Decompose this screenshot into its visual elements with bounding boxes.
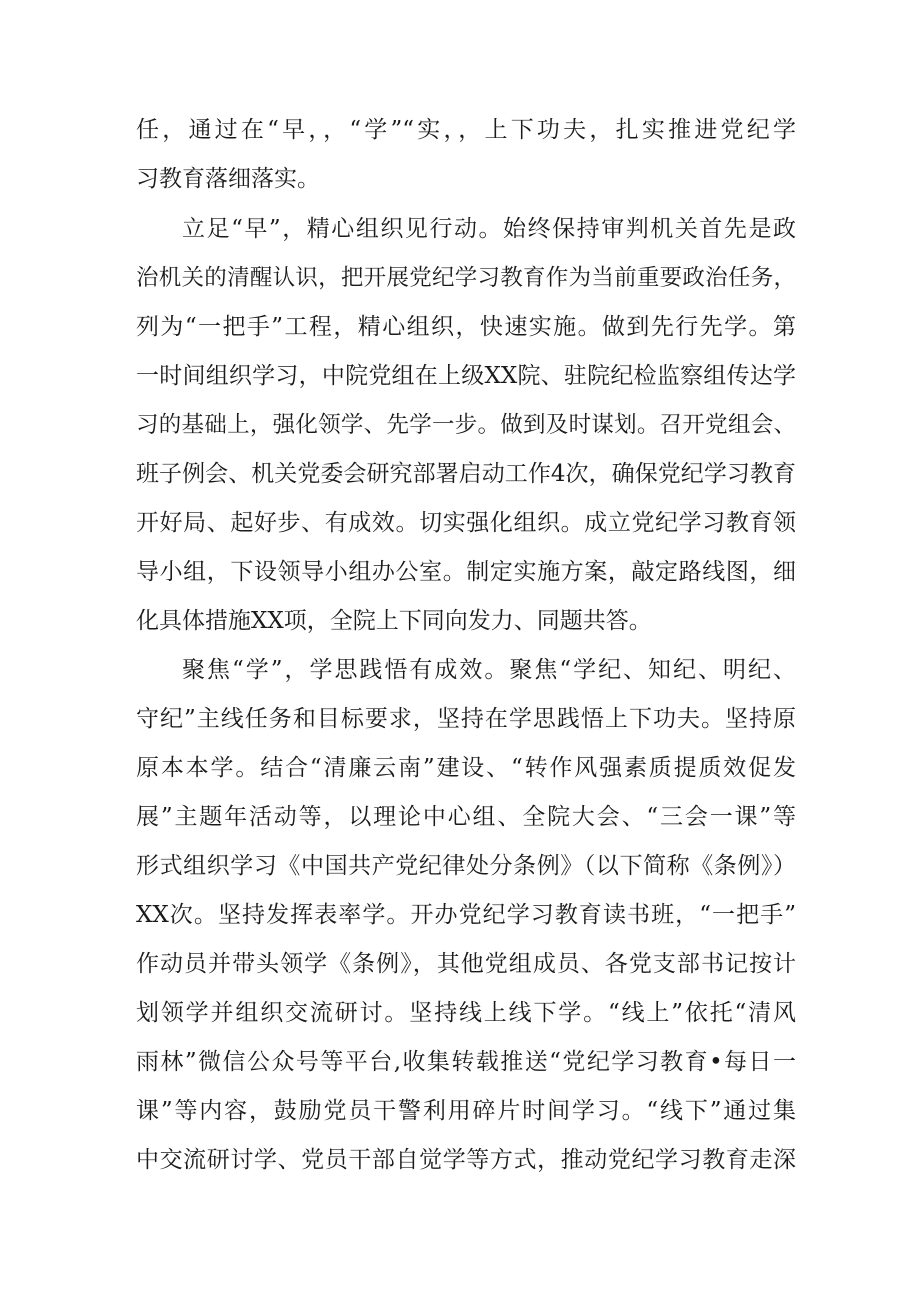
text-line: 课”等内容，鼓励党员干警利用碎片时间学习。“线下”通过集 bbox=[136, 1098, 796, 1124]
paragraph-start-line: 立足“早”，精心组织见行动。始终保持审判机关首先是政 bbox=[182, 216, 796, 242]
text-line: 划领学并组织交流研讨。坚持线上线下学。“线上”依托“清风 bbox=[136, 1000, 796, 1026]
text-line: 形式组织学习《中国共产党纪律处分条例》（以下简称《条例》） bbox=[136, 853, 796, 879]
paragraph-start-line: 聚焦“学”，学思践悟有成效。聚焦“学纪、知纪、明纪、 bbox=[182, 657, 796, 683]
text-line: 原本本学。结合“清廉云南”建设、“转作风强素质提质效促发 bbox=[136, 755, 796, 781]
text-line: 习教育落细落实。 bbox=[136, 166, 320, 192]
text-line: 习的基础上，强化领学、先学一步。做到及时谋划。召开党组会、 bbox=[136, 412, 796, 438]
text-line: XX次。坚持发挥表率学。开办党纪学习教育读书班，“一把手” bbox=[136, 902, 796, 928]
text-line: 一时间组织学习，中院党组在上级XX院、驻院纪检监察组传达学 bbox=[136, 363, 796, 389]
text-line: 任，通过在“早，，“学”“实，，上下功夫，扎实推进党纪学 bbox=[136, 117, 796, 143]
text-line: 开好局、起好步、有成效。切实强化组织。成立党纪学习教育领 bbox=[136, 510, 796, 536]
text-line: 中交流研讨学、党员干部自觉学等方式，推动党纪学习教育走深 bbox=[136, 1147, 796, 1173]
text-line: 导小组，下设领导小组办公室。制定实施方案，敲定路线图，细 bbox=[136, 559, 796, 585]
text-line: 列为“一把手”工程，精心组织，快速实施。做到先行先学。第 bbox=[136, 314, 796, 340]
text-line: 化具体措施XX项，全院上下同向发力、同题共答。 bbox=[136, 608, 652, 634]
text-line: 班子例会、机关党委会研究部署启动工作4次，确保党纪学习教育 bbox=[136, 461, 796, 487]
text-line: 治机关的清醒认识，把开展党纪学习教育作为当前重要政治任务， bbox=[136, 265, 796, 291]
text-line: 雨林”微信公众号等平台,收集转载推送“党纪学习教育•每日一 bbox=[136, 1049, 796, 1075]
text-line: 展”主题年活动等，以理论中心组、全院大会、“三会一课”等 bbox=[136, 804, 796, 830]
text-line: 守纪”主线任务和目标要求，坚持在学思践悟上下功夫。坚持原 bbox=[136, 706, 796, 732]
text-line: 作动员并带头领学《条例》，其他党组成员、各党支部书记按计 bbox=[136, 951, 796, 977]
